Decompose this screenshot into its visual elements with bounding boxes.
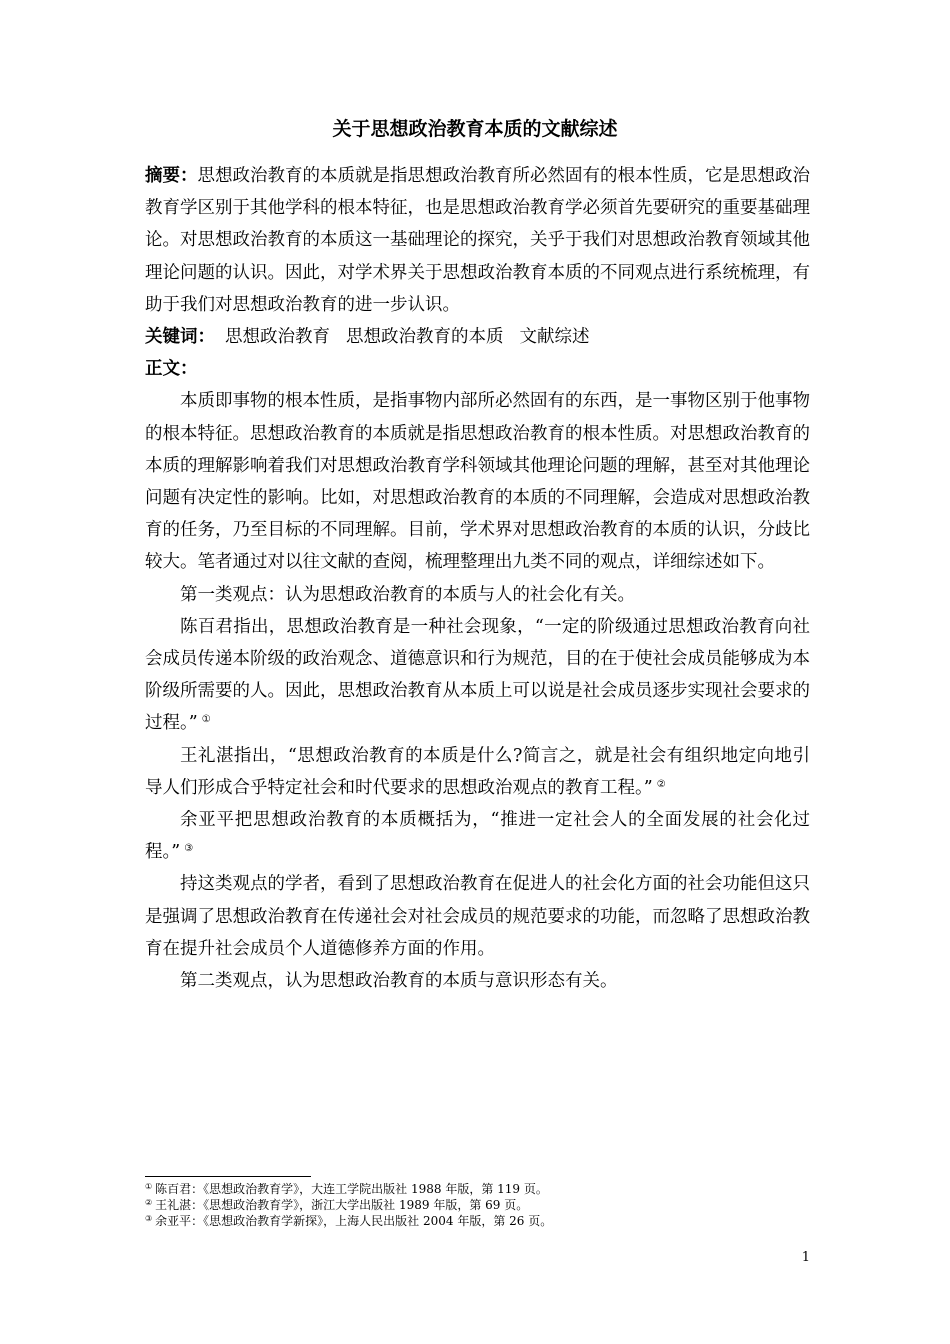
body-paragraph xyxy=(145,740,810,804)
paragraph-text: 第一类观点：认为思想政治教育的本质与人的社会化有关。 xyxy=(180,584,635,605)
footnote-mark: ② xyxy=(145,1198,153,1207)
keywords-line xyxy=(145,321,810,353)
body-label-line xyxy=(145,353,810,385)
paragraph-text: 余亚平把思想政治教育的本质概括为，“推进一定社会人的全面发展的社会化过程。” xyxy=(145,810,810,863)
footnote-text: 陈百君：《思想政治教育学》，大连工学院出版社 1988 年版，第 119 页。 xyxy=(155,1182,548,1196)
body-paragraph xyxy=(145,868,810,965)
keyword: 思想政治教育 xyxy=(225,327,330,348)
keyword: 文献综述 xyxy=(519,327,590,348)
footnote-mark: ③ xyxy=(145,1214,153,1223)
footnote-mark: ① xyxy=(145,1182,153,1191)
footnote-item xyxy=(145,1181,810,1197)
body-paragraph xyxy=(145,965,810,997)
abstract-label: 摘要： xyxy=(145,166,198,186)
paragraph-text: 陈百君指出，思想政治教育是一种社会现象，“一定的阶级通过思想政治教育向社会成员传递本阶级的政治观念、道德意识和行为规范，目的在于使社会成员能够成为本阶级所需要的人。因此，思想政治教育从本质上可以说是社会成员逐步实现社会要求的过程。” xyxy=(145,616,810,734)
abstract-text: 思想政治教育的本质就是指思想政治教育所必然固有的根本性质，它是思想政治教育学区别于其他学科的根本特征，也是思想政治教育学必须首先要研究的重要基础理论。对思想政治教育的本质这一基础理论的探究，关乎于我们对思想政治教育领域其他理论问题的认识。因此，对学术界关于思想政治教育本质的不同观点进行系统梳理，有助于我们对思想政治教育的进一步认识。 xyxy=(145,166,810,315)
footnotes xyxy=(145,1181,810,1229)
keywords-label: 关键词： xyxy=(145,327,215,348)
paragraph-text: 本质即事物的根本性质，是指事物内部所必然固有的东西，是一事物区别于他事物的根本特征。思想政治教育的本质就是指思想政治教育的根本性质。对思想政治教育的本质的理解影响着我们对思想政治教育学科领域其他理论问题的理解，甚至对其他理论问题有决定性的影响。比如，对思想政治教育的本质的不同理解，会造成对思想政治教育的任务，乃至目标的不同理解。目前，学术界对思想政治教育的本质的认识，分歧比较大。笔者通过对以往文献的查阅，梳理整理出九类不同的观点，详细综述如下。 xyxy=(145,391,810,573)
footnote-item xyxy=(145,1213,810,1229)
page-number: 1 xyxy=(801,1250,810,1265)
footnote-text: 余亚平：《思想政治教育学新探》，上海人民出版社 2004 年版，第 26 页。 xyxy=(155,1214,553,1228)
footnote-reference[interactable]: ② xyxy=(656,778,666,790)
document-body xyxy=(145,160,810,997)
footnote-text: 王礼湛：《思想政治教育学》，浙江大学出版社 1989 年版，第 69 页。 xyxy=(155,1198,529,1212)
body-paragraph xyxy=(145,385,810,578)
body-paragraph xyxy=(145,579,810,611)
footnote-divider xyxy=(145,1176,311,1177)
keyword: 思想政治教育的本质 xyxy=(346,327,504,348)
document-title: 关于思想政治教育本质的文献综述 xyxy=(332,118,618,140)
footnote-item xyxy=(145,1197,810,1213)
body-paragraph xyxy=(145,611,810,740)
paragraph-text: 持这类观点的学者，看到了思想政治教育在促进人的社会化方面的社会功能但这只是强调了思想政治教育在传递社会对社会成员的规范要求的功能，而忽略了思想政治教育在提升社会成员个人道德修养方面的作用。 xyxy=(145,874,810,959)
body-label: 正文： xyxy=(145,359,198,380)
paragraph-text: 王礼湛指出，“思想政治教育的本质是什么?简言之，就是社会有组织地定向地引导人们形成合乎特定社会和时代要求的思想政治观点的教育工程。” xyxy=(145,745,810,798)
body-paragraph xyxy=(145,804,810,868)
paragraph-text: 第二类观点，认为思想政治教育的本质与意识形态有关。 xyxy=(180,971,618,992)
footnote-reference[interactable]: ③ xyxy=(184,843,194,855)
abstract-paragraph xyxy=(145,160,810,321)
footnote-reference[interactable]: ① xyxy=(201,714,211,726)
